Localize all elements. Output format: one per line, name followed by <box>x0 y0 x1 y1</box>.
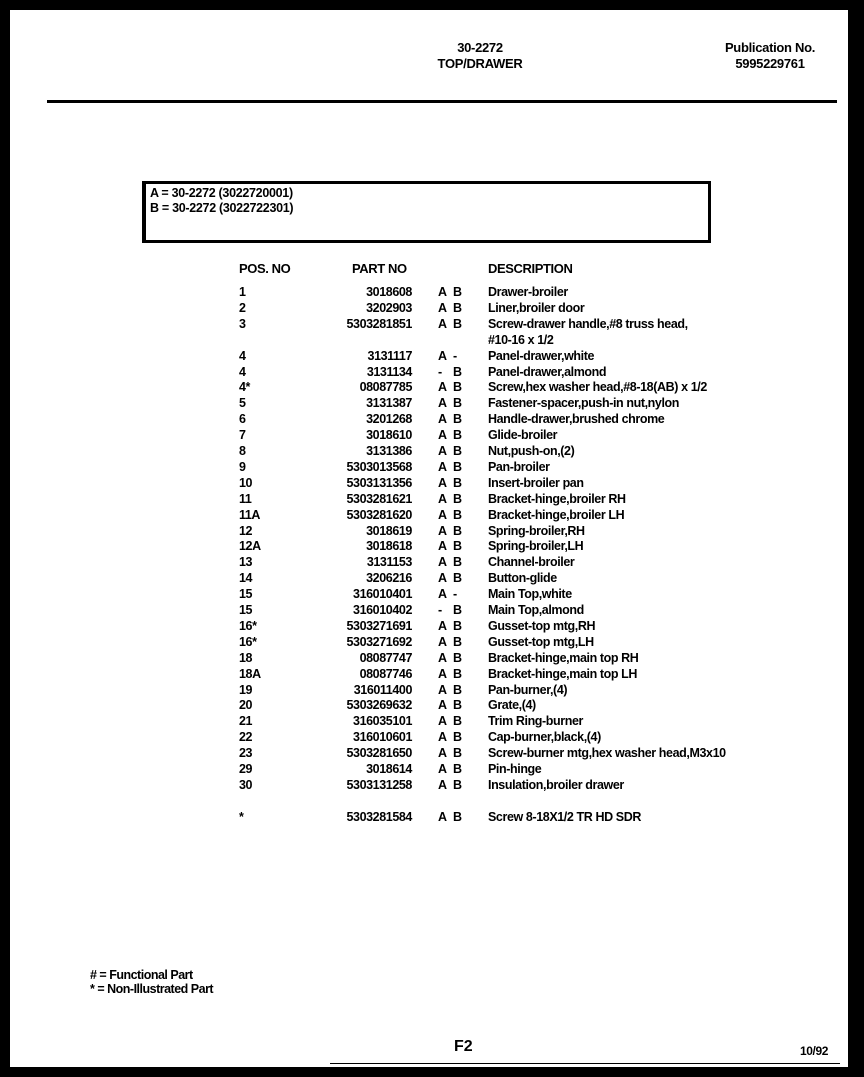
position-number: 3 <box>239 316 246 331</box>
model-b-flag: B <box>453 491 462 506</box>
part-description: Button-glide <box>488 571 557 586</box>
position-number: 4* <box>239 380 251 395</box>
model-a-flag: A <box>438 777 447 792</box>
model-key-box <box>142 181 711 243</box>
part-description: Screw-drawer handle,#8 truss head, <box>488 316 688 331</box>
page-number: F2 <box>454 1038 473 1055</box>
model-b-flag: B <box>453 539 462 554</box>
model-a-flag: A <box>438 491 447 506</box>
model-a-flag: A <box>438 523 447 538</box>
model-b-flag: B <box>453 618 462 633</box>
part-number: 3206216 <box>366 571 412 586</box>
model-number: 30-2272 <box>457 40 503 55</box>
position-number: 12 <box>239 523 253 538</box>
position-number: 23 <box>239 746 253 761</box>
model-key-a: A = 30-2272 (3022720001) <box>150 186 293 200</box>
position-number: 11A <box>239 507 261 522</box>
part-number: 3131134 <box>366 364 412 379</box>
model-a-flag: A <box>438 698 447 713</box>
part-number: 5303281620 <box>346 507 412 522</box>
position-number: 16* <box>239 618 257 633</box>
part-description: Panel-drawer,almond <box>488 364 607 379</box>
position-number: 5 <box>239 396 246 411</box>
model-b-flag: B <box>453 507 462 522</box>
model-a-flag: A <box>438 714 447 729</box>
part-description: Cap-burner,black,(4) <box>488 730 601 745</box>
model-a-flag: A <box>438 650 447 665</box>
position-number: 22 <box>239 730 253 745</box>
model-b-flag: B <box>453 571 462 586</box>
part-number: 3131387 <box>366 396 412 411</box>
model-a-flag: A <box>438 285 447 299</box>
position-number: 15 <box>239 603 253 617</box>
model-key-b: B = 30-2272 (3022722301) <box>150 201 294 215</box>
position-number: 13 <box>239 555 253 570</box>
part-description: Gusset-top mtg,RH <box>488 618 596 633</box>
position-number: 10 <box>239 475 253 490</box>
model-a-flag: A <box>438 634 447 649</box>
part-number: 3018618 <box>366 539 412 554</box>
model-a-flag: A <box>438 618 447 633</box>
legend-functional: # = Functional Part <box>90 968 193 982</box>
model-b-flag: B <box>453 555 462 570</box>
model-a-flag: A <box>438 396 447 411</box>
model-b-flag: B <box>453 380 462 395</box>
part-number: 5303131356 <box>346 475 412 490</box>
part-number: 5303013568 <box>346 459 412 474</box>
part-number: 316010402 <box>353 603 412 617</box>
footer-divider <box>330 1063 840 1064</box>
header-divider <box>47 100 837 103</box>
model-a-flag: A <box>438 475 447 490</box>
position-number: 1 <box>239 285 246 299</box>
model-b-flag: B <box>453 809 462 824</box>
position-number: 4 <box>239 364 246 379</box>
part-number: 5303281650 <box>346 746 412 761</box>
model-b-flag: B <box>453 682 462 697</box>
position-number: 12A <box>239 539 261 554</box>
column-header-part: PART NO <box>352 261 407 276</box>
model-b-flag: B <box>453 777 462 792</box>
model-b-flag: - <box>453 348 457 363</box>
part-number: 5303269632 <box>346 698 412 713</box>
part-description: Bracket-hinge,broiler LH <box>488 507 625 522</box>
model-b-flag: B <box>453 762 462 776</box>
model-a-flag: A <box>438 316 447 331</box>
page-header-center <box>420 40 540 72</box>
model-b-flag: B <box>453 300 462 315</box>
model-a-flag: - <box>438 603 442 617</box>
part-description: Screw,hex washer head,#8-18(AB) x 1/2 <box>488 380 707 395</box>
position-number: 7 <box>239 428 246 443</box>
position-number: 18A <box>239 666 261 681</box>
position-number: 21 <box>239 714 253 729</box>
column-header-description: DESCRIPTION <box>488 261 573 276</box>
model-b-flag: B <box>453 475 462 490</box>
part-description: Bracket-hinge,broiler RH <box>488 491 626 506</box>
part-number: 5303131258 <box>346 777 412 792</box>
model-b-flag: B <box>453 412 462 427</box>
part-description: Gusset-top mtg,LH <box>488 634 594 649</box>
part-description: Insulation,broiler drawer <box>488 777 624 792</box>
part-description: Main Top,white <box>488 587 572 602</box>
model-b-flag: B <box>453 603 462 617</box>
model-a-flag: A <box>438 412 447 427</box>
model-a-flag: A <box>438 555 447 570</box>
model-a-flag: A <box>438 666 447 681</box>
part-number: 3018614 <box>366 762 412 776</box>
model-a-flag: A <box>438 762 447 776</box>
position-number: 14 <box>239 571 253 586</box>
position-number: 4 <box>239 348 246 363</box>
legend <box>90 968 213 996</box>
part-description: Grate,(4) <box>488 698 536 713</box>
position-number: 8 <box>239 444 246 458</box>
part-number: 5303271692 <box>346 634 412 649</box>
column-header-pos: POS. NO <box>239 261 291 276</box>
part-description: Fastener-spacer,push-in nut,nylon <box>488 396 679 411</box>
part-number: 3131117 <box>367 348 412 363</box>
position-number: 11 <box>239 491 252 506</box>
part-description: Drawer-broiler <box>488 285 568 299</box>
publication-number: 5995229761 <box>735 56 805 71</box>
position-number: 30 <box>239 777 253 792</box>
position-number: 20 <box>239 698 253 713</box>
part-description: Bracket-hinge,main top RH <box>488 650 639 665</box>
part-number: 08087747 <box>359 650 412 665</box>
part-number: 316011400 <box>353 682 412 697</box>
part-number: 3201268 <box>366 412 412 427</box>
model-a-flag: A <box>438 682 447 697</box>
model-b-flag: B <box>453 634 462 649</box>
model-a-flag: A <box>438 746 447 761</box>
model-a-flag: A <box>438 571 447 586</box>
part-number: 316010601 <box>353 730 412 745</box>
position-number: 19 <box>239 682 253 697</box>
part-number: 316035101 <box>353 714 412 729</box>
model-a-flag: A <box>438 809 447 824</box>
model-b-flag: B <box>453 396 462 411</box>
part-description: Screw 8-18X1/2 TR HD SDR <box>488 809 641 824</box>
model-a-flag: A <box>438 539 447 554</box>
position-number: 6 <box>239 412 246 427</box>
model-a-flag: A <box>438 348 447 363</box>
model-b-flag: B <box>453 730 462 745</box>
section-title: TOP/DRAWER <box>437 56 523 71</box>
parts-list-page <box>10 10 848 1067</box>
part-description: Handle-drawer,brushed chrome <box>488 412 665 427</box>
position-number: 9 <box>239 459 246 474</box>
part-description: Panel-drawer,white <box>488 348 595 363</box>
part-number: 3018619 <box>366 523 412 538</box>
part-description: Pan-broiler <box>488 459 550 474</box>
model-b-flag: B <box>453 428 462 443</box>
part-number: 3131153 <box>366 555 412 570</box>
model-b-flag: B <box>453 444 462 458</box>
model-b-flag: B <box>453 523 462 538</box>
part-number: 3202903 <box>366 300 412 315</box>
model-a-flag: A <box>438 444 447 458</box>
model-a-flag: A <box>438 300 447 315</box>
part-description: Channel-broiler <box>488 555 575 570</box>
part-description: Glide-broiler <box>488 428 558 443</box>
model-b-flag: B <box>453 285 462 299</box>
part-number: 3131386 <box>366 444 412 458</box>
model-a-flag: A <box>438 587 447 602</box>
model-b-flag: B <box>453 364 462 379</box>
part-number: 5303281851 <box>346 316 412 331</box>
part-number: 5303281621 <box>346 491 412 506</box>
position-number: 2 <box>239 300 246 315</box>
part-description: Spring-broiler,LH <box>488 539 584 554</box>
part-description: Liner,broiler door <box>488 300 585 315</box>
revision-date: 10/92 <box>800 1044 829 1058</box>
model-b-flag: - <box>453 587 457 602</box>
part-description: Spring-broiler,RH <box>488 523 585 538</box>
model-a-flag: A <box>438 507 447 522</box>
position-number: 29 <box>239 762 253 776</box>
model-a-flag: A <box>438 380 447 395</box>
publication-label: Publication No. <box>724 40 816 55</box>
part-number: 3018610 <box>366 428 412 443</box>
publication-info <box>715 40 825 72</box>
model-b-flag: B <box>453 746 462 761</box>
part-description: Screw-burner mtg,hex washer head,M3x10 <box>488 746 726 761</box>
part-number: 316010401 <box>353 587 412 602</box>
model-b-flag: B <box>453 714 462 729</box>
position-number: 18 <box>239 650 253 665</box>
part-number: 08087746 <box>359 666 412 681</box>
position-number: 16* <box>239 634 257 649</box>
model-a-flag: A <box>438 730 447 745</box>
part-number: 5303281584 <box>346 809 412 824</box>
part-number: 5303271691 <box>346 618 412 633</box>
model-b-flag: B <box>453 459 462 474</box>
model-b-flag: B <box>453 698 462 713</box>
part-description: Insert-broiler pan <box>488 475 584 490</box>
position-number: * <box>239 809 244 824</box>
part-description: Bracket-hinge,main top LH <box>488 666 638 681</box>
part-description: Main Top,almond <box>488 603 584 617</box>
model-b-flag: B <box>453 316 462 331</box>
model-a-flag: - <box>438 364 442 379</box>
part-description: Trim Ring-burner <box>488 714 583 729</box>
model-b-flag: B <box>453 666 462 681</box>
part-number: 3018608 <box>366 285 412 299</box>
model-a-flag: A <box>438 459 447 474</box>
legend-non-illustrated: * = Non-Illustrated Part <box>90 982 214 996</box>
model-a-flag: A <box>438 428 447 443</box>
model-b-flag: B <box>453 650 462 665</box>
part-description: #10-16 x 1/2 <box>488 332 554 347</box>
part-description: Pan-burner,(4) <box>488 682 568 697</box>
part-description: Nut,push-on,(2) <box>488 444 575 458</box>
position-number: 15 <box>239 587 253 602</box>
part-number: 08087785 <box>359 380 412 395</box>
part-description: Pin-hinge <box>488 762 542 776</box>
